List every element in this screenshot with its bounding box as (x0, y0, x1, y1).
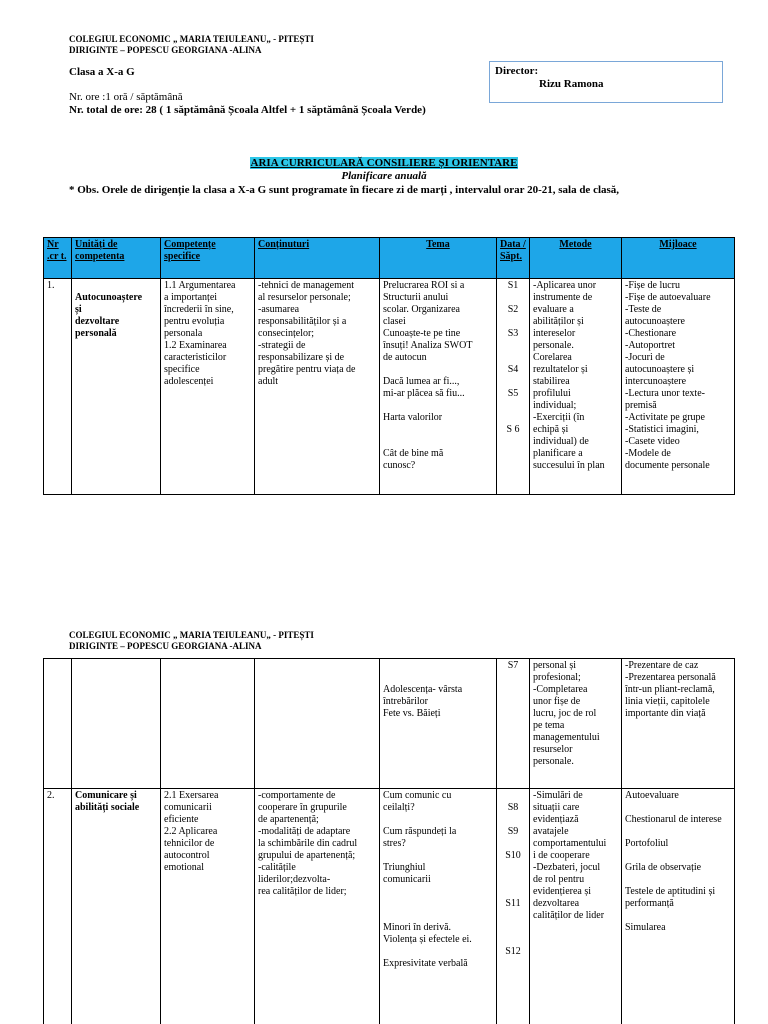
week-label: S4 (507, 364, 519, 375)
competence-line: 1.1 Argumentarea (164, 280, 236, 291)
method-line: i de cooperare (533, 850, 590, 861)
method-line: individual; (533, 400, 577, 411)
competence-line: încrederii în sine, (164, 304, 234, 315)
col-continuturi: Conținuturi (255, 238, 380, 279)
method-line: succesului în plan (533, 460, 605, 471)
resource-line: intercunoaștere (625, 376, 687, 387)
theme-line: Fete vs. Băieți (383, 708, 441, 719)
theme-line: Dacă lumea ar fi..., (383, 376, 460, 387)
resource-line: Chestionarul de interese (625, 814, 722, 825)
theme-cell (380, 279, 497, 495)
method-line: -Completarea (533, 684, 588, 695)
resource-line: -Casete video (625, 436, 680, 447)
hours-total: Nr. total de ore: 28 ( 1 săptămână Școala Altfel + 1 săptămână Școala Verde) (69, 104, 426, 116)
class-label: Clasa a X-a G (69, 66, 135, 78)
method-line: avatajele (533, 826, 569, 837)
theme-line: stres? (383, 838, 406, 849)
content-line: consecințelor; (258, 328, 315, 339)
method-line: echipă și (533, 424, 569, 435)
method-line: -Exerciții (în (533, 412, 585, 423)
planning-subtitle: Planificare anuală (341, 170, 427, 182)
resource-line: -Lectura unor texte- (625, 388, 705, 399)
col-metode: Metode (530, 238, 622, 279)
competence-line: pentru evoluția (164, 316, 225, 327)
method-line: Corelarea (533, 352, 572, 363)
resource-line: premisă (625, 400, 657, 411)
school-name: COLEGIUL ECONOMIC „ MARIA TEIULEANU„ - PITEȘTI (69, 630, 314, 640)
theme-line: comunicarii (383, 874, 431, 885)
method-line: personal și (533, 660, 577, 671)
contents-cell (255, 789, 380, 1024)
competences-cell (161, 789, 255, 1024)
theme-line: scolar. Organizarea (383, 304, 460, 315)
resources-cell (622, 659, 735, 789)
method-line: individual) de (533, 436, 589, 447)
row-number: 1. (44, 279, 72, 495)
theme-line: însuți! Analiza SWOT (383, 340, 473, 351)
week-label: S5 (507, 388, 519, 399)
week-cell (497, 279, 530, 495)
content-line: cooperare în grupurile (258, 802, 347, 813)
theme-line: Harta valorilor (383, 412, 443, 423)
method-line: intereselor (533, 328, 576, 339)
table-row (44, 279, 735, 495)
resources-cell (622, 789, 735, 1024)
resource-line: Grila de observație (625, 862, 702, 873)
page-header (69, 630, 314, 652)
method-line: planificare a (533, 448, 583, 459)
unit-line: Comunicare și (75, 790, 137, 801)
observation-note: * Obs. Orele de dirigenție la clasa a X-a G sunt programate în fiecare zi de marți , intervalul orar 20-21, sala de clasă, (69, 184, 620, 196)
content-line: -tehnici de management (258, 280, 355, 291)
content-line: -modalități de adaptare (258, 826, 351, 837)
unit-line: personală (75, 328, 117, 339)
competence-line: specifice (164, 364, 200, 375)
theme-line: Cunoaște-te pe tine (383, 328, 461, 339)
table-row (44, 659, 735, 789)
content-line: -comportamente de (258, 790, 336, 801)
content-line: pregătire pentru viața de (258, 364, 356, 375)
resource-line: Portofoliul (625, 838, 669, 849)
theme-line: întrebărilor (383, 696, 428, 707)
method-line: abilităților și (533, 316, 584, 327)
content-line: de apartenență; (258, 814, 319, 825)
method-line: calităților de lider (533, 910, 605, 921)
col-tema: Tema (380, 238, 497, 279)
competence-line: emotional (164, 862, 204, 873)
col-data: Data / Săpt. (497, 238, 530, 279)
teacher-name: DIRIGINTE – POPESCU GEORGIANA -ALINA (69, 45, 262, 55)
planning-table-page-2 (43, 658, 735, 1024)
resource-line: -Modele de (625, 448, 671, 459)
resource-line: -Autoportret (625, 340, 675, 351)
content-line: -asumarea (258, 304, 300, 315)
method-line: resurselor (533, 744, 573, 755)
page-header (69, 34, 314, 56)
week-label: S8 (507, 802, 519, 813)
col-nr: Nr .cr t. (44, 238, 72, 279)
director-box (489, 61, 723, 103)
content-line: la schimbările din cadrul (258, 838, 358, 849)
unit-cell (72, 659, 161, 789)
resource-line: Testele de aptitudini și performanță (625, 886, 716, 909)
competences-cell (161, 279, 255, 495)
week-label: S12 (505, 946, 521, 957)
competence-line: caracteristicilor (164, 352, 227, 363)
method-line: pe tema (533, 720, 565, 731)
competence-line: eficiente (164, 814, 199, 825)
teacher-name: DIRIGINTE – POPESCU GEORGIANA -ALINA (69, 641, 262, 651)
competence-line: 1.2 Examinarea (164, 340, 227, 351)
week-label: S3 (507, 328, 519, 339)
hours-per-week: Nr. ore :1 oră / săptămână (69, 91, 183, 103)
method-line: situații care (533, 802, 580, 813)
method-line: managementului (533, 732, 600, 743)
contents-cell (255, 659, 380, 789)
competence-line: a importanței (164, 292, 218, 303)
col-mijloace: Mijloace (622, 238, 735, 279)
content-line: -calitățile (258, 862, 296, 873)
theme-cell (380, 659, 497, 789)
content-line: -strategii de (258, 340, 306, 351)
content-line: al resurselor personale; (258, 292, 351, 303)
row-number (44, 659, 72, 789)
method-line: stabilirea (533, 376, 570, 387)
curricular-area-text: ARIA CURRICULARĂ CONSILIERE ȘI ORIENTARE (250, 157, 518, 169)
method-line: personale. (533, 340, 574, 351)
content-line: grupului de apartenență; (258, 850, 356, 861)
resource-line: autocunoaștere și (625, 364, 695, 375)
method-line: -Simulări de (533, 790, 583, 801)
resource-line: linia vieții, capitolele (625, 696, 710, 707)
method-line: de rol pentru (533, 874, 585, 885)
resource-line: -Statistici imagini, (625, 424, 699, 435)
method-line: comportamentului (533, 838, 607, 849)
theme-line: Adolescența- vârsta (383, 684, 463, 695)
unit-line: dezvoltare (75, 316, 120, 327)
method-line: profilului (533, 388, 571, 399)
col-competente: Competențe specifice (161, 238, 255, 279)
week-label: S 6 (506, 424, 520, 435)
planning-table-page-1 (43, 237, 735, 495)
resource-line: Simularea (625, 922, 666, 933)
theme-line: clasei (383, 316, 406, 327)
competence-line: autocontrol (164, 850, 210, 861)
competence-line: 2.2 Aplicarea (164, 826, 218, 837)
unit-cell (72, 789, 161, 1024)
method-line: personale. (533, 756, 574, 767)
methods-cell (530, 789, 622, 1024)
methods-cell (530, 659, 622, 789)
theme-line: Cum comunic cu (383, 790, 452, 801)
method-line: -Dezbateri, jocul (533, 862, 601, 873)
hours-info (69, 91, 426, 117)
theme-line: Violența și efectele ei. (383, 934, 472, 945)
resource-line: -Prezentarea personală (625, 672, 716, 683)
week-cell (497, 659, 530, 789)
method-line: lucru, joc de rol (533, 708, 597, 719)
competence-line: 2.1 Exersarea (164, 790, 219, 801)
theme-line: de autocun (383, 352, 427, 363)
content-line: adult (258, 376, 278, 387)
week-label: S9 (507, 826, 519, 837)
resources-cell (622, 279, 735, 495)
theme-line: ceilalți? (383, 802, 415, 813)
method-line: evidențiază (533, 814, 579, 825)
competence-line: personala (164, 328, 203, 339)
content-line: rea calităților de lider; (258, 886, 347, 897)
table-header-row (44, 238, 735, 279)
method-line: dezvoltarea (533, 898, 580, 909)
unit-line: Autocunoaștere (75, 292, 143, 303)
resource-line: -Teste de (625, 304, 662, 315)
school-name: COLEGIUL ECONOMIC „ MARIA TEIULEANU„ - PITEȘTI (69, 34, 314, 44)
director-name: Rizu Ramona (539, 78, 604, 90)
week-label: S10 (505, 850, 521, 861)
theme-cell (380, 789, 497, 1024)
contents-cell (255, 279, 380, 495)
resource-line: -Fișe de autoevaluare (625, 292, 711, 303)
theme-line: Prelucrarea ROI si a (383, 280, 465, 291)
unit-line: și (75, 304, 82, 315)
theme-line: Cât de bine mă (383, 448, 444, 459)
theme-line: Expresivitate verbală (383, 958, 468, 969)
method-line: rezultatelor și (533, 364, 588, 375)
theme-line: mi-ar plăcea să fiu... (383, 388, 465, 399)
resource-line: autocunoaștere (625, 316, 685, 327)
competences-cell (161, 659, 255, 789)
table-row (44, 789, 735, 1024)
competence-line: tehnicilor de (164, 838, 215, 849)
unit-line: abilități sociale (75, 802, 140, 813)
curricular-area-title (0, 157, 768, 169)
week-label: S1 (507, 280, 519, 291)
method-line: -Aplicarea unor (533, 280, 597, 291)
unit-cell (72, 279, 161, 495)
theme-line: Cum răspundeți la (383, 826, 457, 837)
row-number: 2. (44, 789, 72, 1024)
method-line: unor fișe de (533, 696, 581, 707)
method-line: instrumente de (533, 292, 593, 303)
theme-line: Structurii anului (383, 292, 449, 303)
director-label: Director: (495, 65, 539, 77)
content-line: responsabilităților și a (258, 316, 347, 327)
resource-line: importante din viață (625, 708, 706, 719)
theme-line: cunosc? (383, 460, 416, 471)
col-unitati: Unități de competenta (72, 238, 161, 279)
method-line: evidențierea și (533, 886, 592, 897)
week-label: S7 (507, 660, 519, 671)
week-cell (497, 789, 530, 1024)
content-line: responsabilizare și de (258, 352, 345, 363)
resource-line: -Fișe de lucru (625, 280, 680, 291)
resource-line: -Prezentare de caz (625, 660, 699, 671)
competence-line: comunicarii (164, 802, 212, 813)
resource-line: Autoevaluare (625, 790, 679, 801)
method-line: evaluare a (533, 304, 574, 315)
theme-line: Triunghiul (383, 862, 426, 873)
resource-line: documente personale (625, 460, 710, 471)
method-line: profesional; (533, 672, 581, 683)
week-label: S2 (507, 304, 519, 315)
competence-line: adolescenței (164, 376, 214, 387)
content-line: liderilor;dezvolta- (258, 874, 331, 885)
resource-line: -Activitate pe grupe (625, 412, 705, 423)
resource-line: -Chestionare (625, 328, 677, 339)
week-label: S11 (505, 898, 521, 909)
resource-line: într-un pliant-reclamă, (625, 684, 715, 695)
resource-line: -Jocuri de (625, 352, 665, 363)
methods-cell (530, 279, 622, 495)
theme-line: Minori în derivă. (383, 922, 452, 933)
